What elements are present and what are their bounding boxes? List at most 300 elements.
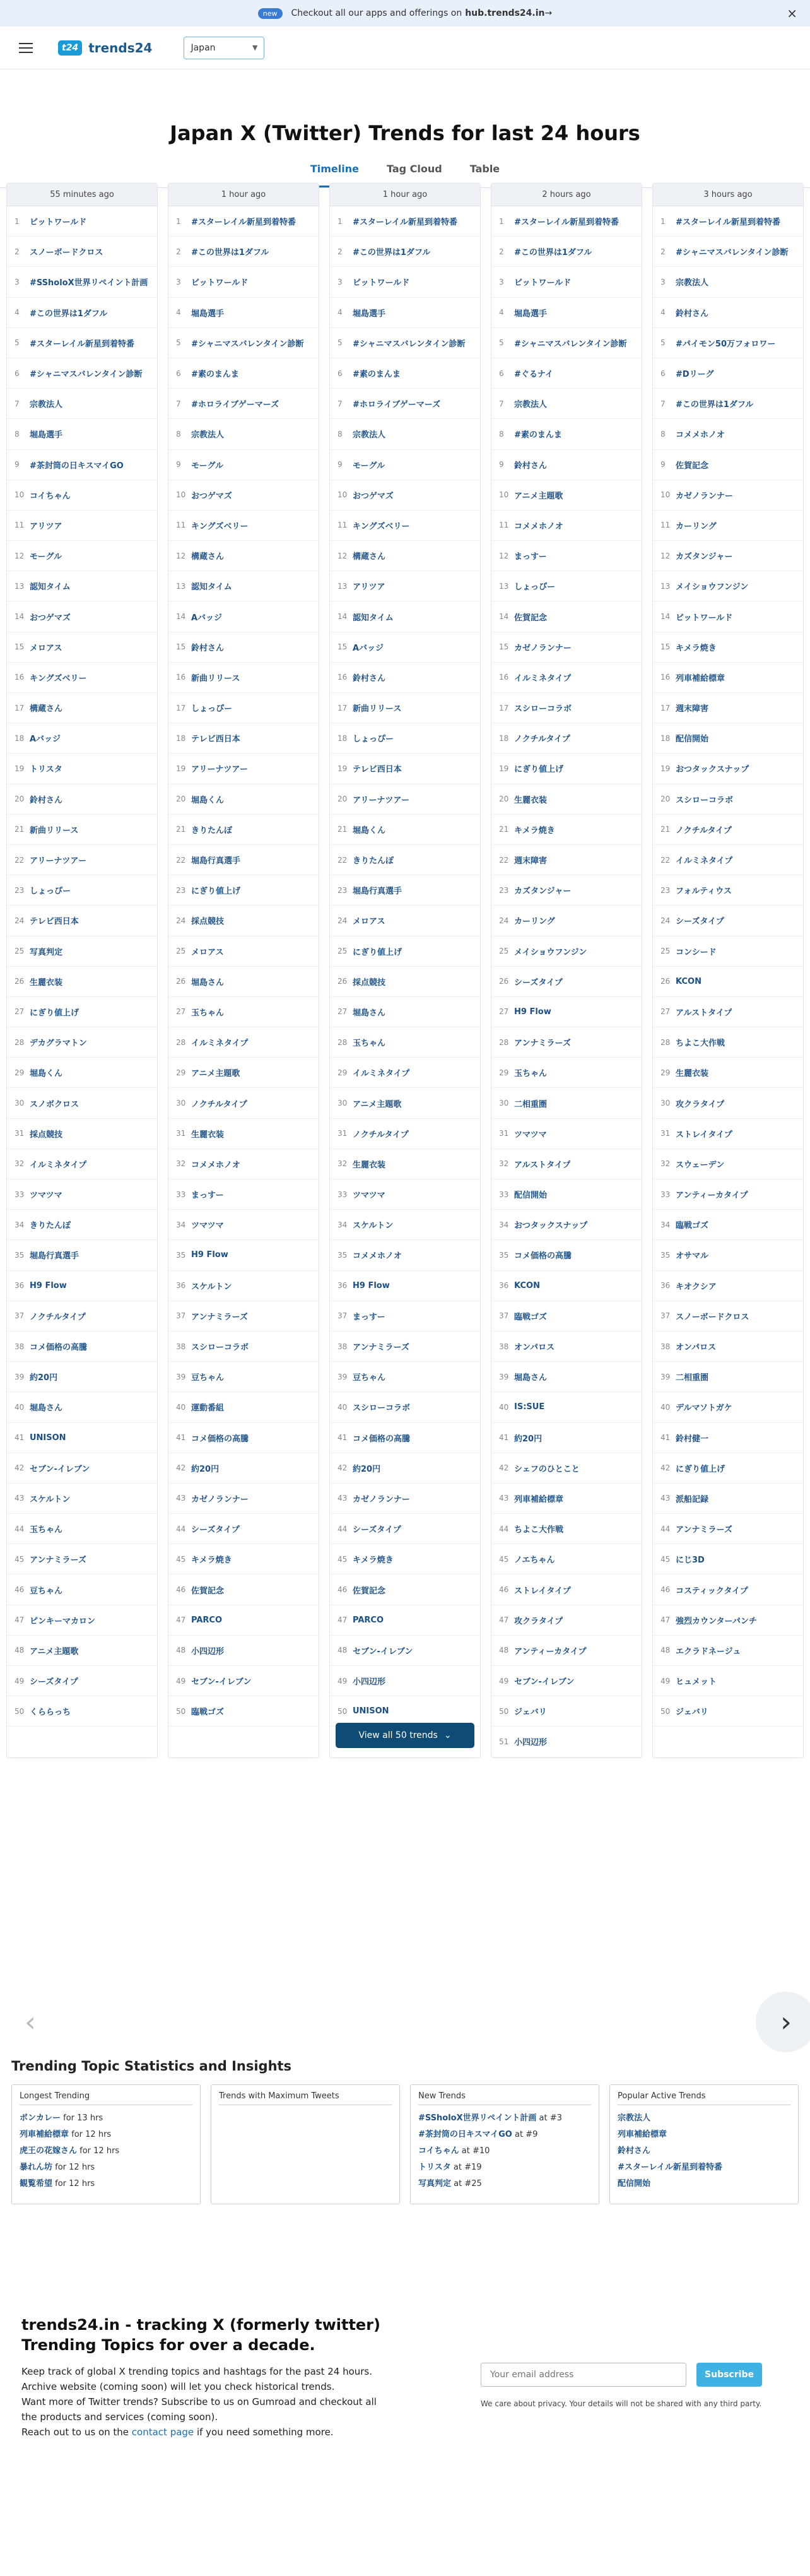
trend-link[interactable]: 宗教法人 bbox=[191, 430, 225, 440]
trend-link[interactable]: にぎり値上げ bbox=[514, 765, 564, 775]
trend-link[interactable]: スシローコラボ bbox=[514, 704, 572, 714]
trend-link[interactable]: 佐賀記念 bbox=[676, 461, 709, 471]
trend-link[interactable]: #スターレイル新星到着特番 bbox=[514, 218, 619, 228]
trend-row bbox=[7, 1240, 157, 1270]
trend-link[interactable]: アンナミラーズ bbox=[191, 1312, 248, 1322]
trend-link[interactable]: 生麗衣装 bbox=[676, 1069, 709, 1079]
trend-link[interactable]: アンティーカタイプ bbox=[514, 1646, 587, 1657]
trend-link[interactable]: シェフのひとこと bbox=[514, 1464, 580, 1474]
trend-link[interactable]: にじ3D bbox=[676, 1556, 705, 1566]
trend-link[interactable]: コメメホノオ bbox=[676, 430, 725, 440]
menu-icon[interactable] bbox=[19, 43, 33, 53]
trend-link[interactable]: 宗教法人 bbox=[514, 400, 548, 410]
trend-link[interactable]: キメラ焼き bbox=[353, 1556, 394, 1566]
trend-link[interactable]: セブン-イレブン bbox=[191, 1677, 252, 1687]
trend-link[interactable]: アリツア bbox=[30, 521, 62, 531]
site-logo[interactable] bbox=[58, 40, 152, 56]
trend-link[interactable]: 約20円 bbox=[30, 1373, 58, 1383]
trend-row bbox=[491, 845, 642, 875]
trend-link[interactable]: にぎり値上げ bbox=[353, 947, 402, 957]
trend-link[interactable]: 小四辺形 bbox=[191, 1646, 225, 1657]
trend-row bbox=[491, 1119, 642, 1149]
stat-trend-link[interactable]: 暴れん坊 bbox=[20, 2163, 53, 2172]
trend-link[interactable]: シーズタイプ bbox=[30, 1677, 78, 1687]
trend-link[interactable]: 玉ちゃん bbox=[191, 1008, 225, 1018]
trend-link[interactable]: 堀島行真選手 bbox=[30, 1251, 79, 1261]
trend-link[interactable]: 採点競技 bbox=[191, 917, 225, 927]
trend-link[interactable]: スウェーデン bbox=[676, 1160, 725, 1170]
trend-link[interactable]: 構蔵さん bbox=[353, 552, 386, 562]
trend-link[interactable]: しょっぴー bbox=[353, 735, 394, 745]
trend-link[interactable]: カゼノランナー bbox=[353, 1494, 410, 1504]
trend-link[interactable]: 小四辺形 bbox=[514, 1738, 548, 1748]
stat-trend-link[interactable]: #茶封筒の日キスマイGO bbox=[418, 2130, 512, 2139]
trend-link[interactable]: KCON bbox=[514, 1280, 540, 1291]
trend-link[interactable]: 週末障害 bbox=[676, 704, 709, 714]
trend-link[interactable]: 攻クラタイプ bbox=[676, 1099, 725, 1109]
trend-link[interactable]: ツマツマ bbox=[30, 1191, 62, 1201]
trend-rank: 31 bbox=[176, 1129, 186, 1138]
trend-link[interactable]: H9 Flow bbox=[514, 1007, 551, 1017]
trend-link[interactable]: 堀島さん bbox=[191, 978, 225, 988]
trend-link[interactable]: きりたんぽ bbox=[353, 856, 394, 866]
trend-row bbox=[330, 1240, 480, 1270]
trend-link[interactable]: UNISON bbox=[30, 1433, 66, 1443]
trend-link[interactable]: 豆ちゃん bbox=[353, 1373, 386, 1383]
trend-link[interactable]: #スターレイル新星到着特番 bbox=[353, 218, 457, 228]
trend-link[interactable]: 佐賀記念 bbox=[191, 1586, 225, 1596]
stat-trend-link[interactable]: トリスタ bbox=[418, 2163, 451, 2172]
trend-link[interactable]: 鈴村さん bbox=[353, 673, 386, 683]
trend-link[interactable]: イルミネタイプ bbox=[353, 1069, 410, 1079]
trend-link[interactable]: 堀島くん bbox=[30, 1069, 63, 1079]
trend-link[interactable]: #シャニマスバレンタイン診断 bbox=[353, 339, 466, 349]
trend-link[interactable]: #茶封筒の日キスマイGO bbox=[30, 461, 124, 471]
trend-link[interactable]: 週末障害 bbox=[514, 856, 548, 866]
trend-link[interactable]: 強烈カウンターパンチ bbox=[676, 1616, 757, 1626]
trend-link[interactable]: ジェバリ bbox=[676, 1708, 708, 1718]
trend-link[interactable]: PARCO bbox=[191, 1615, 222, 1625]
trend-link[interactable]: ジェバリ bbox=[514, 1708, 547, 1718]
trend-link[interactable]: #SSholoX世界リペイント計画 bbox=[30, 278, 148, 288]
trend-link[interactable]: モーグル bbox=[191, 461, 224, 471]
trend-link[interactable]: セブン-イレブン bbox=[353, 1646, 413, 1657]
trend-link[interactable]: アンナミラーズ bbox=[30, 1556, 86, 1566]
trend-link[interactable]: 約20円 bbox=[514, 1434, 543, 1444]
trend-link[interactable]: アニメ主題歌 bbox=[514, 491, 563, 501]
trend-link[interactable]: 採点競技 bbox=[30, 1130, 63, 1140]
trend-link[interactable]: キメラ焼き bbox=[514, 825, 555, 836]
trend-link[interactable]: 臨戦ゴズ bbox=[676, 1221, 709, 1231]
trend-link[interactable]: コンシード bbox=[676, 947, 717, 957]
trend-link[interactable]: セブン-イレブン bbox=[30, 1464, 90, 1474]
trend-link[interactable]: #シャニマスバレンタイン診断 bbox=[676, 248, 789, 258]
carousel-next-button[interactable]: › bbox=[756, 1992, 810, 2052]
trend-link[interactable]: 写真判定 bbox=[30, 947, 63, 957]
trend-link[interactable]: 約20円 bbox=[191, 1464, 220, 1474]
trend-rank: 35 bbox=[499, 1250, 509, 1260]
trend-link[interactable]: スケルトン bbox=[353, 1221, 394, 1231]
trend-link[interactable]: Aバッジ bbox=[353, 643, 384, 653]
trend-link[interactable]: カゼノランナー bbox=[514, 643, 572, 653]
trend-link[interactable]: おつゲマズ bbox=[30, 613, 71, 623]
stat-trend-link[interactable]: 宗教法人 bbox=[618, 2113, 651, 2123]
trend-link[interactable]: ちよこ大作戦 bbox=[676, 1039, 725, 1049]
trend-link[interactable]: アンナミラーズ bbox=[514, 1039, 571, 1049]
trend-link[interactable]: コメメホノオ bbox=[353, 1251, 402, 1261]
trend-link[interactable]: 認知タイム bbox=[30, 582, 71, 593]
trend-link[interactable]: テレビ西日本 bbox=[191, 735, 240, 745]
trend-link[interactable]: 堀島選手 bbox=[30, 430, 63, 440]
trend-link[interactable]: コスティックタイプ bbox=[676, 1586, 748, 1596]
trend-link[interactable]: 堀島くん bbox=[191, 795, 225, 805]
stat-trend-link[interactable]: 列車補給標章 bbox=[618, 2130, 667, 2139]
trend-link[interactable]: ビットワールド bbox=[514, 278, 572, 288]
trend-link[interactable]: メロアス bbox=[30, 643, 62, 653]
trend-link[interactable]: 玉ちゃん bbox=[353, 1039, 386, 1049]
trend-link[interactable]: トリスタ bbox=[30, 765, 62, 775]
trend-link[interactable]: キメラ焼き bbox=[191, 1556, 232, 1566]
trend-link[interactable]: UNISON bbox=[353, 1706, 389, 1716]
trend-link[interactable]: ビットワールド bbox=[191, 278, 249, 288]
trend-link[interactable]: 採点競技 bbox=[353, 978, 386, 988]
trend-link[interactable]: #ホロライブゲーマーズ bbox=[353, 400, 441, 410]
trend-link[interactable]: 宗教法人 bbox=[30, 400, 63, 410]
trend-link[interactable]: 認知タイム bbox=[353, 613, 394, 623]
trend-link[interactable]: ビットワールド bbox=[30, 218, 87, 228]
trend-link[interactable]: 鈴村さん bbox=[191, 643, 225, 653]
trend-link[interactable]: #スターレイル新星到着特番 bbox=[191, 218, 296, 228]
view-all-label: View all 50 trends bbox=[358, 1730, 438, 1740]
trend-link[interactable]: ストレイタイプ bbox=[514, 1586, 571, 1596]
trend-link[interactable]: キメラ焼き bbox=[676, 643, 717, 653]
trend-link[interactable]: カズタンジャー bbox=[514, 887, 572, 897]
trend-link[interactable]: コメメホノオ bbox=[514, 521, 563, 531]
stat-trend-link[interactable]: 虎王の花嫁さん bbox=[20, 2146, 78, 2156]
trend-link[interactable]: 鈴村健一 bbox=[676, 1434, 709, 1444]
trend-link[interactable]: アリーナツアー bbox=[191, 765, 248, 775]
trend-link[interactable]: #Dリーグ bbox=[676, 370, 714, 380]
trend-link[interactable]: アンナミラーズ bbox=[676, 1525, 732, 1535]
tab-table[interactable]: Table bbox=[469, 163, 500, 175]
trend-link[interactable]: スシローコラボ bbox=[191, 1343, 249, 1353]
trend-link[interactable]: 構蔵さん bbox=[30, 704, 63, 714]
trend-link[interactable]: メロアス bbox=[353, 917, 385, 927]
trend-link[interactable]: カーリング bbox=[514, 917, 555, 927]
trend-link[interactable]: しょっぴー bbox=[514, 582, 556, 593]
trend-link[interactable]: しょっぴー bbox=[30, 887, 71, 897]
trend-link[interactable]: オサマル bbox=[676, 1251, 709, 1261]
trend-link[interactable]: #この世界は1ダフル bbox=[676, 400, 754, 410]
trend-link[interactable]: ストレイタイプ bbox=[676, 1130, 732, 1140]
trend-link[interactable]: 配信開始 bbox=[514, 1191, 548, 1201]
stat-trend-link[interactable]: 観覧希望 bbox=[20, 2179, 53, 2189]
stat-trend-link[interactable]: ボンカレー bbox=[20, 2113, 61, 2123]
trend-link[interactable]: 列車補給標章 bbox=[514, 1494, 564, 1504]
trend-link[interactable]: PARCO bbox=[353, 1615, 384, 1625]
view-all-button[interactable] bbox=[336, 1723, 474, 1748]
trend-link[interactable]: スノーボードクロス bbox=[676, 1312, 749, 1322]
contact-page-link[interactable]: contact page bbox=[131, 2426, 194, 2438]
trend-link[interactable]: おつゲマズ bbox=[353, 491, 394, 501]
trend-link[interactable]: 堀島さん bbox=[353, 1008, 386, 1018]
trend-link[interactable]: コメ価格の高騰 bbox=[30, 1343, 88, 1353]
trend-rank: 35 bbox=[338, 1250, 348, 1260]
trend-link[interactable]: コメ価格の高騰 bbox=[353, 1434, 411, 1444]
trend-link[interactable]: ビットワールド bbox=[353, 278, 410, 288]
stat-trend-link[interactable]: 写真判定 bbox=[418, 2179, 452, 2189]
trend-link[interactable]: 約20円 bbox=[353, 1464, 381, 1474]
trend-link[interactable]: カーリング bbox=[676, 521, 717, 531]
trend-link[interactable]: #スターレイル新星到着特番 bbox=[676, 218, 780, 228]
trend-link[interactable]: にぎり値上げ bbox=[30, 1008, 79, 1018]
trend-link[interactable]: シーズタイプ bbox=[676, 917, 724, 927]
trend-link[interactable]: オンパロス bbox=[676, 1343, 717, 1353]
trend-link[interactable]: コメメホノオ bbox=[191, 1160, 240, 1170]
trend-link[interactable]: メイショウフンジン bbox=[676, 582, 749, 593]
trend-link[interactable]: 構蔵さん bbox=[191, 552, 225, 562]
trend-link[interactable]: 鈴村さん bbox=[30, 795, 63, 805]
trend-link[interactable]: おつタックスナップ bbox=[514, 1221, 588, 1231]
trend-link[interactable]: ツマツマ bbox=[353, 1191, 385, 1201]
trend-link[interactable]: 生麗衣装 bbox=[30, 978, 63, 988]
trend-link[interactable]: おつゲマズ bbox=[191, 491, 232, 501]
trend-link[interactable]: 堀島さん bbox=[514, 1373, 548, 1383]
trend-link[interactable]: スノボクロス bbox=[30, 1099, 79, 1109]
trend-link[interactable]: 玉ちゃん bbox=[30, 1525, 63, 1535]
trend-link[interactable]: モーグル bbox=[30, 552, 62, 562]
trend-link[interactable]: 臨戦ゴズ bbox=[191, 1708, 225, 1718]
trend-link[interactable]: アリーナツアー bbox=[353, 795, 409, 805]
trend-link[interactable]: フォルティウス bbox=[676, 887, 732, 897]
trend-link[interactable]: 宗教法人 bbox=[353, 430, 386, 440]
trend-link[interactable]: アニメ主題歌 bbox=[353, 1099, 402, 1109]
trend-link[interactable]: アニメ主題歌 bbox=[191, 1069, 240, 1079]
email-field[interactable] bbox=[481, 2363, 686, 2387]
trend-link[interactable]: Aバッジ bbox=[30, 735, 61, 745]
trend-link[interactable]: #シャニマスバレンタイン診断 bbox=[191, 339, 304, 349]
trend-link[interactable]: H9 Flow bbox=[353, 1280, 390, 1291]
trend-link[interactable]: 新曲リリース bbox=[191, 673, 240, 683]
trend-link[interactable]: にぎり値上げ bbox=[676, 1464, 725, 1474]
trend-link[interactable]: メロアス bbox=[191, 947, 224, 957]
trend-link[interactable]: 生麗衣装 bbox=[514, 795, 548, 805]
trend-link[interactable]: シーズタイプ bbox=[353, 1525, 401, 1535]
trend-link[interactable]: 豆ちゃん bbox=[30, 1586, 63, 1596]
stat-trend-link[interactable]: 鈴村さん bbox=[618, 2146, 651, 2156]
trend-link[interactable]: キングズベリー bbox=[353, 521, 410, 531]
trend-link[interactable]: 堀島選手 bbox=[191, 309, 225, 319]
trend-link[interactable]: #パイモン50万フォロワー bbox=[676, 339, 776, 349]
trend-link[interactable]: カゼノランナー bbox=[191, 1494, 249, 1504]
trend-link[interactable]: カズタンジャー bbox=[676, 552, 733, 562]
trend-link[interactable]: 堀島選手 bbox=[353, 309, 386, 319]
trend-link[interactable]: 堀島選手 bbox=[514, 309, 548, 319]
trend-link[interactable]: スシローコラボ bbox=[676, 795, 734, 805]
trend-link[interactable]: 佐賀記念 bbox=[514, 613, 548, 623]
trend-link[interactable]: テレビ西日本 bbox=[30, 917, 79, 927]
trend-row bbox=[491, 1544, 642, 1575]
trend-link[interactable]: アニメ主題歌 bbox=[30, 1646, 79, 1657]
trend-link[interactable]: キオクシア bbox=[676, 1282, 717, 1292]
trend-link[interactable]: 玉ちゃん bbox=[514, 1069, 548, 1079]
trend-link[interactable]: 新曲リリース bbox=[353, 704, 402, 714]
trend-link[interactable]: ノクチルタイプ bbox=[191, 1099, 247, 1109]
trend-link[interactable]: デルマソトガケ bbox=[676, 1403, 732, 1414]
trend-link[interactable]: まっすー bbox=[191, 1191, 224, 1201]
trend-row bbox=[491, 1149, 642, 1179]
trend-link[interactable]: 生麗衣装 bbox=[353, 1160, 386, 1170]
trend-link[interactable]: ヒュメット bbox=[676, 1677, 717, 1687]
trend-link[interactable]: #ホロライブゲーマーズ bbox=[191, 400, 279, 410]
trend-link[interactable]: 宗教法人 bbox=[676, 278, 709, 288]
trend-link[interactable]: ツマツマ bbox=[191, 1221, 224, 1231]
trend-link[interactable]: アリーナツアー bbox=[30, 856, 86, 866]
trend-link[interactable]: コメ価格の高騰 bbox=[514, 1251, 572, 1261]
trend-link[interactable]: まっすー bbox=[514, 552, 547, 562]
trend-link[interactable]: キングズベリー bbox=[191, 521, 249, 531]
trend-link[interactable]: 臨戦ゴズ bbox=[514, 1312, 548, 1322]
stat-trend-link[interactable]: コイちゃん bbox=[418, 2146, 459, 2156]
trend-link[interactable]: オンパロス bbox=[514, 1343, 555, 1353]
trend-link[interactable]: くららっち bbox=[30, 1708, 71, 1718]
trend-link[interactable]: H9 Flow bbox=[191, 1250, 228, 1260]
trend-link[interactable]: イルミネタイプ bbox=[30, 1160, 87, 1170]
tab-tag-cloud[interactable]: Tag Cloud bbox=[386, 163, 442, 175]
trend-link[interactable]: アルストタイプ bbox=[514, 1160, 571, 1170]
trend-link[interactable]: 二相重圏 bbox=[676, 1373, 709, 1383]
trend-link[interactable]: にぎり値上げ bbox=[191, 887, 241, 897]
trend-link[interactable]: イルミネタイプ bbox=[191, 1039, 249, 1049]
trend-row bbox=[7, 1058, 157, 1088]
trend-link[interactable]: 派船記録 bbox=[676, 1494, 709, 1504]
trend-link[interactable]: 堀島くん bbox=[353, 825, 386, 836]
trend-row bbox=[491, 1179, 642, 1210]
trend-link[interactable]: シーズタイプ bbox=[514, 978, 563, 988]
trend-link[interactable]: #素のまんま bbox=[514, 430, 562, 440]
trend-link[interactable]: おつタックスナップ bbox=[676, 765, 749, 775]
trend-link[interactable]: 配信開始 bbox=[676, 735, 709, 745]
trend-row bbox=[330, 845, 480, 875]
trend-link[interactable]: スシローコラボ bbox=[353, 1403, 411, 1414]
trend-link[interactable]: #ぐるナイ bbox=[514, 370, 553, 380]
trend-link[interactable]: #この世界は1ダフル bbox=[514, 248, 592, 258]
trend-link[interactable]: 二相重圏 bbox=[514, 1099, 548, 1109]
trend-link[interactable]: ピンキーマカロン bbox=[30, 1616, 96, 1626]
trend-link[interactable]: モーグル bbox=[353, 461, 385, 471]
trend-link[interactable]: カゼノランナー bbox=[676, 491, 733, 501]
banner-link[interactable]: hub.trends24.in bbox=[465, 8, 545, 18]
trend-row bbox=[7, 784, 157, 815]
trend-link[interactable]: ノエちゃん bbox=[514, 1556, 555, 1566]
trend-link[interactable]: #シャニマスバレンタイン診断 bbox=[514, 339, 627, 349]
trend-link[interactable]: #この世界は1ダフル bbox=[353, 248, 431, 258]
tab-timeline[interactable]: Timeline bbox=[310, 163, 359, 187]
trend-link[interactable]: 佐賀記念 bbox=[353, 1586, 386, 1596]
trend-link[interactable]: KCON bbox=[676, 976, 701, 986]
trend-link[interactable]: #素のまんま bbox=[191, 370, 239, 380]
trend-link[interactable]: ちよこ大作戦 bbox=[514, 1525, 564, 1535]
trend-link[interactable]: イルミネタイプ bbox=[514, 673, 572, 683]
close-icon[interactable]: × bbox=[787, 6, 797, 21]
trend-link[interactable]: テレビ西日本 bbox=[353, 765, 402, 775]
trend-link[interactable]: 運動番組 bbox=[191, 1403, 225, 1414]
trend-link[interactable]: 堀島さん bbox=[30, 1403, 63, 1414]
trend-link[interactable]: コイちゃん bbox=[30, 491, 71, 501]
trend-link[interactable]: #スターレイル新星到着特番 bbox=[30, 339, 134, 349]
trend-link[interactable]: 攻クラタイプ bbox=[514, 1616, 563, 1626]
trend-link[interactable]: ノクチルタイプ bbox=[30, 1312, 86, 1322]
trend-link[interactable]: 鈴村さん bbox=[676, 309, 709, 319]
trend-link[interactable]: ツマツマ bbox=[514, 1130, 547, 1140]
trend-link[interactable]: アリツア bbox=[353, 582, 385, 593]
trend-link[interactable]: シーズタイプ bbox=[191, 1525, 240, 1535]
footer-title bbox=[21, 2315, 380, 2355]
stat-trend-link[interactable]: #スターレイル新星到着特番 bbox=[618, 2163, 722, 2172]
trend-link[interactable]: しょっぴー bbox=[191, 704, 233, 714]
trend-link[interactable]: きりたんぽ bbox=[30, 1221, 71, 1231]
subscribe-button[interactable]: Subscribe bbox=[696, 2363, 762, 2387]
trend-link[interactable]: H9 Flow bbox=[30, 1280, 67, 1291]
trend-link[interactable]: 堀島行真選手 bbox=[353, 887, 402, 897]
trend-link[interactable]: キングズベリー bbox=[30, 673, 87, 683]
trend-link[interactable]: IS:SUE bbox=[514, 1402, 545, 1412]
trend-link[interactable]: エクラドネージュ bbox=[676, 1646, 741, 1657]
trend-row bbox=[7, 906, 157, 936]
trend-link[interactable]: ビットワールド bbox=[676, 613, 733, 623]
trend-link[interactable]: #シャニマスバレンタイン診断 bbox=[30, 370, 143, 380]
trend-link[interactable]: 鈴村さん bbox=[514, 461, 548, 471]
trend-row bbox=[7, 723, 157, 753]
trend-link[interactable]: 新曲リリース bbox=[30, 825, 79, 836]
trend-link[interactable]: アンティーカタイプ bbox=[676, 1191, 748, 1201]
trend-link[interactable]: #素のまんま bbox=[353, 370, 401, 380]
trend-link[interactable]: アルストタイプ bbox=[676, 1008, 732, 1018]
carousel-prev-button[interactable]: ‹ bbox=[25, 2006, 36, 2038]
trend-link[interactable]: コメ価格の高騰 bbox=[191, 1434, 249, 1444]
trend-link[interactable]: スケルトン bbox=[191, 1282, 232, 1292]
trend-link[interactable]: ノクチルタイプ bbox=[514, 735, 570, 745]
trend-link[interactable]: スノーボードクロス bbox=[30, 248, 103, 258]
trend-link[interactable]: 列車補給標章 bbox=[676, 673, 725, 683]
trend-link[interactable]: メイショウフンジン bbox=[514, 947, 587, 957]
trend-link[interactable]: イルミネタイプ bbox=[676, 856, 733, 866]
trend-link[interactable]: スケルトン bbox=[30, 1494, 71, 1504]
stat-trend-link[interactable]: #SSholoX世界リペイント計画 bbox=[418, 2113, 537, 2123]
trend-rank: 50 bbox=[499, 1706, 509, 1716]
trend-link[interactable]: Aバッジ bbox=[191, 613, 223, 623]
trend-link[interactable]: きりたんぽ bbox=[191, 825, 233, 836]
stat-trend-link[interactable]: 配信開始 bbox=[618, 2179, 651, 2189]
trend-link[interactable]: ノクチルタイプ bbox=[353, 1130, 409, 1140]
country-select[interactable] bbox=[184, 37, 264, 59]
trend-link[interactable]: ノクチルタイプ bbox=[676, 825, 732, 836]
trend-link[interactable]: 豆ちゃん bbox=[191, 1373, 225, 1383]
trend-link[interactable]: 小四辺形 bbox=[353, 1677, 386, 1687]
trend-link[interactable]: 認知タイム bbox=[191, 582, 232, 593]
trend-row bbox=[168, 1605, 319, 1636]
trend-link[interactable]: #この世界は1ダフル bbox=[191, 248, 269, 258]
stat-trend-link[interactable]: 列車補給標章 bbox=[20, 2130, 69, 2139]
trend-link[interactable]: 生麗衣装 bbox=[191, 1130, 225, 1140]
trend-link[interactable]: デカグラマトン bbox=[30, 1039, 87, 1049]
trend-link[interactable]: 堀島行真選手 bbox=[191, 856, 241, 866]
trend-link[interactable]: アンナミラーズ bbox=[353, 1343, 409, 1353]
trend-link[interactable]: #この世界は1ダフル bbox=[30, 309, 108, 319]
trend-row bbox=[491, 815, 642, 845]
trend-link[interactable]: まっすー bbox=[353, 1312, 385, 1322]
trend-link[interactable]: セブン-イレブン bbox=[514, 1677, 575, 1687]
